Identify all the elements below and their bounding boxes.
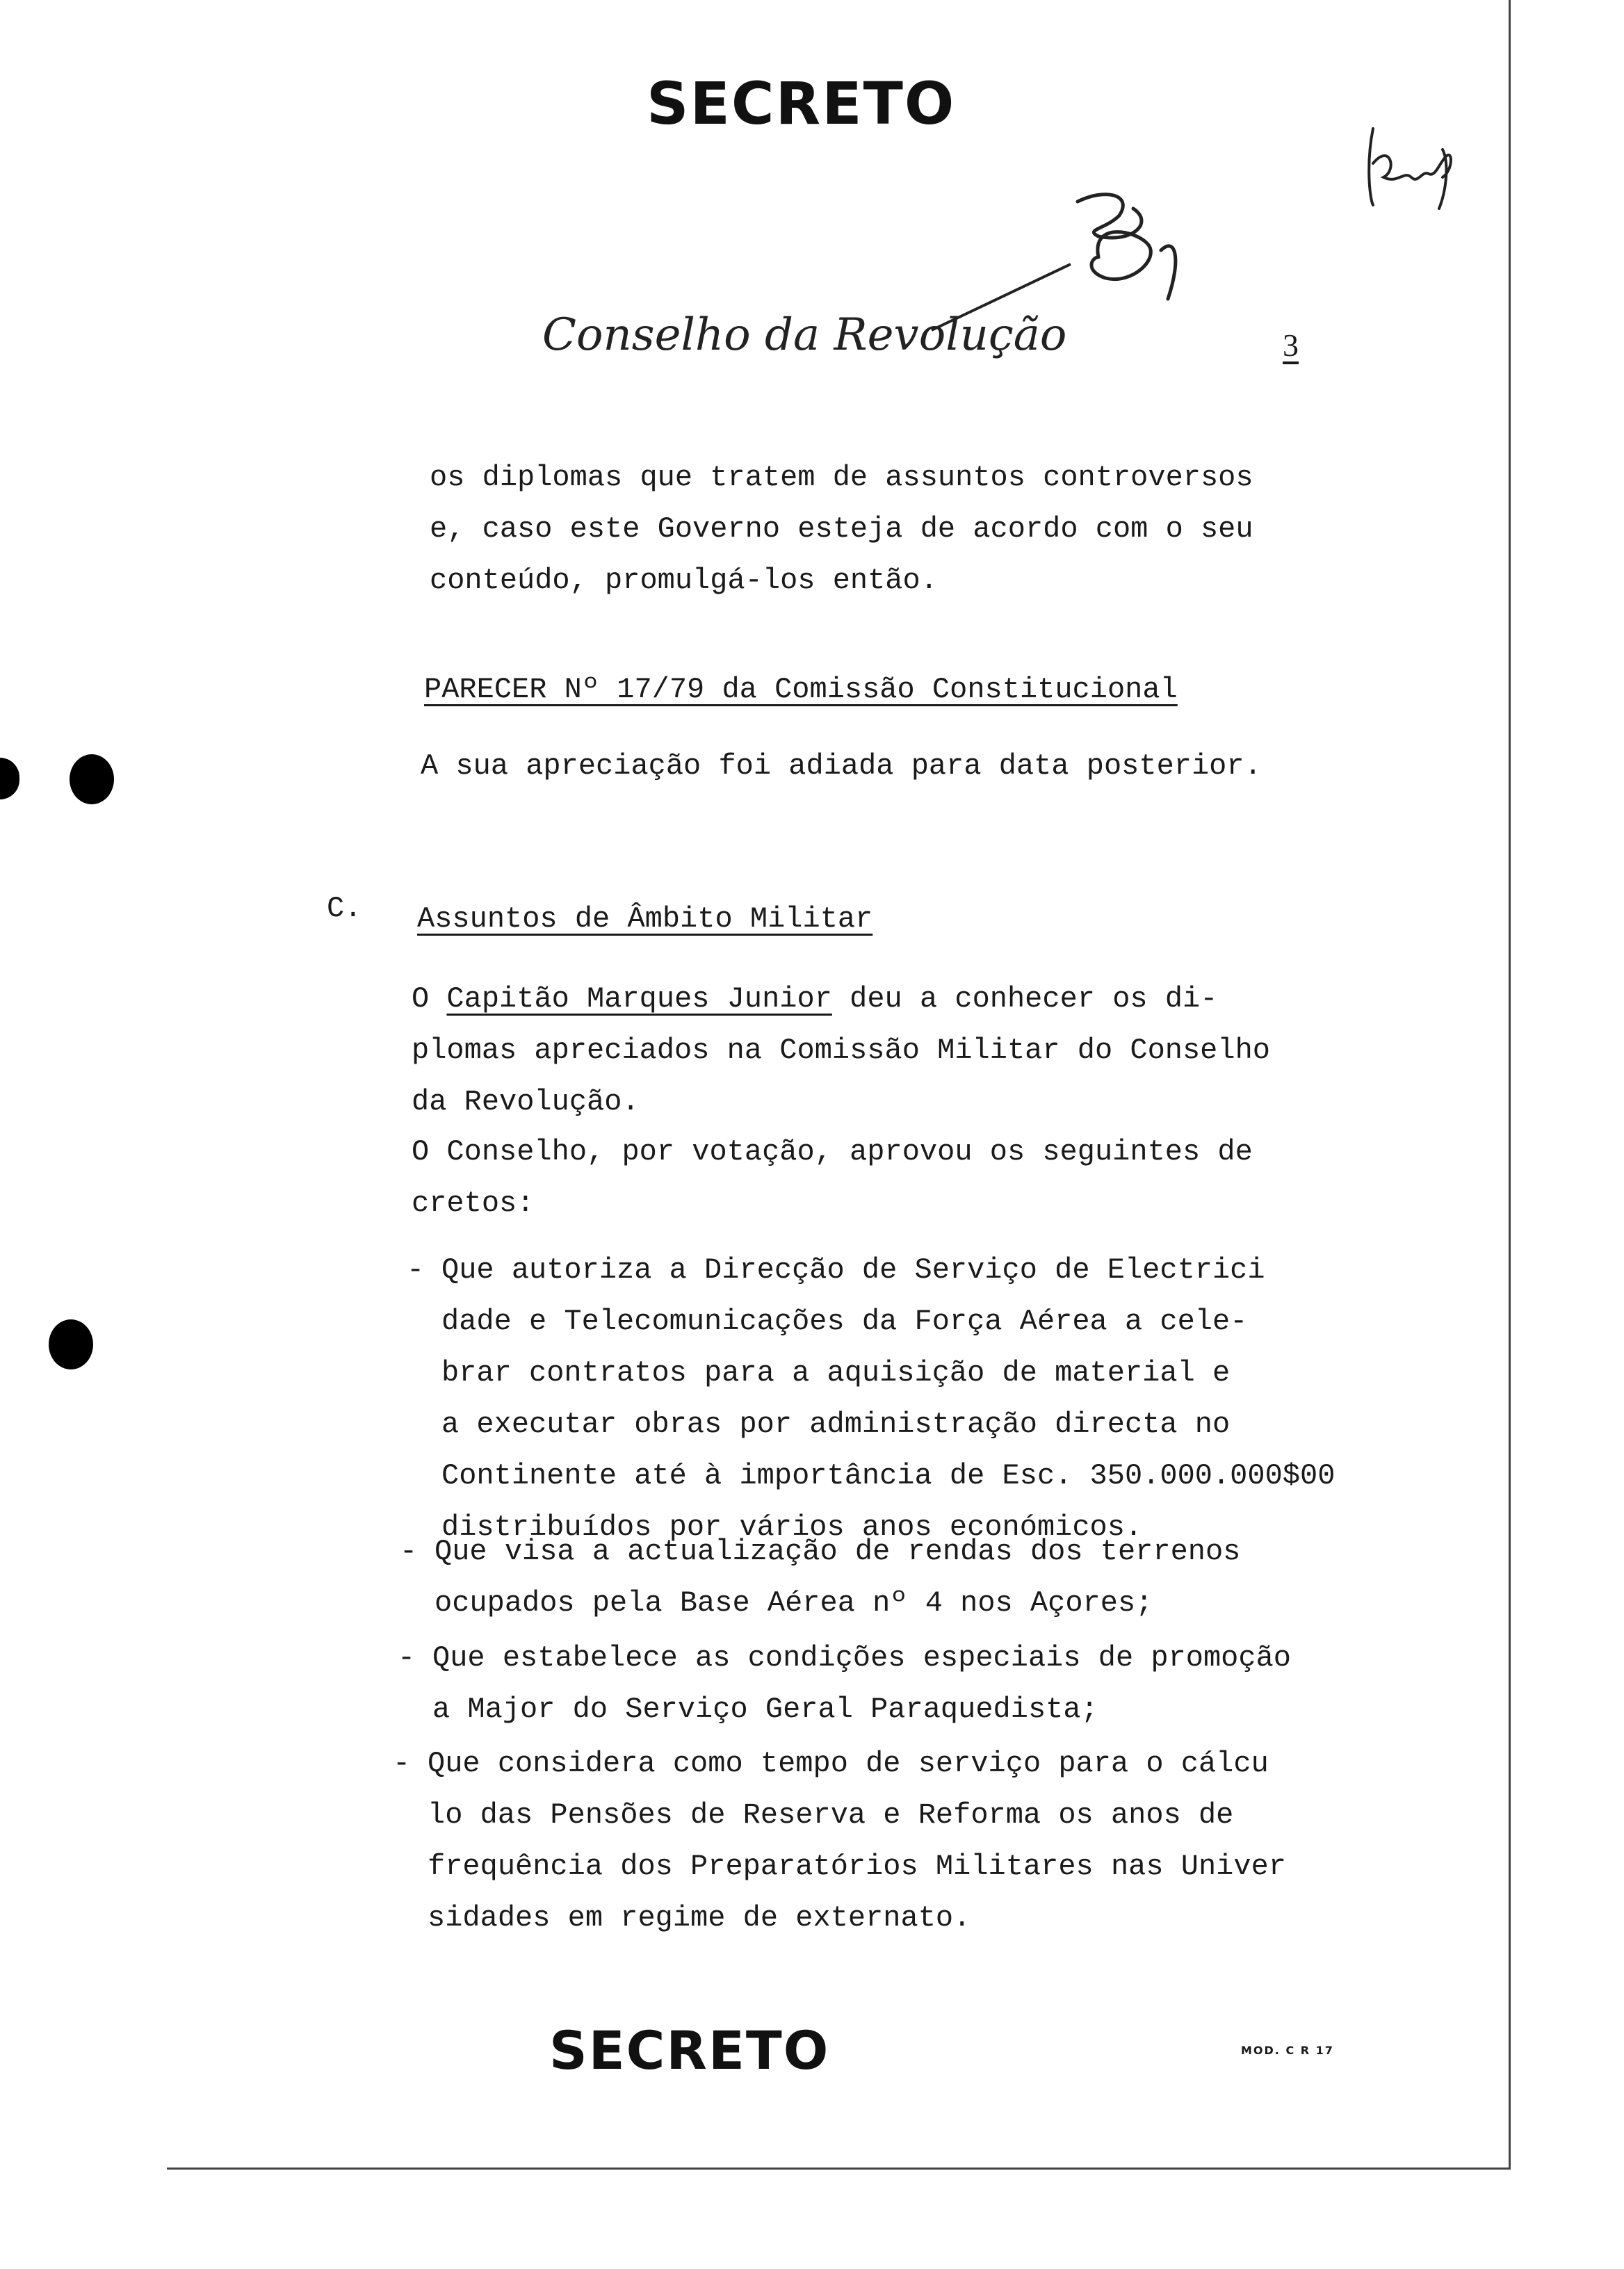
section-title: Assuntos de Âmbito Militar	[417, 902, 873, 936]
parecer-title: PARECER Nº 17/79 da Comissão Constitucional	[424, 673, 1178, 706]
dash-marker: -	[400, 1535, 418, 1568]
punch-hole-edge	[0, 758, 19, 799]
section-letter: C.	[327, 892, 362, 925]
text-line: a Major do Serviço Geral Paraquedista;	[432, 1693, 1098, 1726]
capitao-name: Capitão Marques Junior	[446, 982, 832, 1016]
text-line: os diplomas que tratem de assuntos controversos	[430, 461, 1253, 494]
paragraph-diplomas	[430, 452, 1438, 606]
bullet-item	[393, 1738, 1470, 1944]
dash-marker: -	[398, 1641, 416, 1675]
bullet-item	[400, 1526, 1477, 1629]
text-line: frequência dos Preparatórios Militares nas Univer	[428, 1850, 1287, 1883]
dash-marker: -	[393, 1747, 411, 1780]
form-code: MOD. C R 17	[1241, 2044, 1334, 2057]
text-line: a executar obras por administração directa no	[441, 1408, 1231, 1441]
text-line: Continente até à importância de Esc. 350.000.000$00	[441, 1459, 1335, 1493]
text-line: lo das Pensões de Reserva e Reforma os anos de	[428, 1798, 1234, 1832]
text-line: da Revolução.	[412, 1085, 640, 1119]
text-line: e, caso este Governo esteja de acordo com o seu	[430, 512, 1253, 546]
letterhead: Conselho da Revolução	[542, 309, 1067, 361]
text-line: O Conselho, por votação, aprovou os seguintes de	[412, 1135, 1253, 1169]
text-line: sidades em regime de externato.	[428, 1901, 971, 1935]
paragraph-conselho	[412, 1126, 1454, 1229]
punch-hole-icon	[70, 754, 114, 804]
punch-hole-icon	[49, 1319, 93, 1369]
stamp-top: SECRETO	[647, 70, 956, 138]
stamp-bottom: SECRETO	[549, 2019, 830, 2081]
text-line: brar contratos para a aquisição de material e	[441, 1356, 1231, 1390]
text-line: dade e Telecomunicações da Força Aérea a cele-	[441, 1305, 1248, 1338]
text-line: Que autoriza a Direcção de Serviço de Electrici	[441, 1253, 1265, 1287]
initials-mark-icon	[1363, 122, 1467, 212]
parecer-text: A sua apreciação foi adiada para data posterior.	[421, 749, 1262, 783]
page-number: 3	[1283, 327, 1299, 363]
text-line: plomas apreciados na Comissão Militar do Conselho	[412, 1034, 1271, 1067]
page-frame-bottom	[167, 2168, 1511, 2170]
bullet-item	[398, 1632, 1475, 1735]
page-frame-right	[1509, 0, 1511, 2169]
text-line: Que visa a actualização de rendas dos terrenos	[435, 1535, 1241, 1568]
text-line: conteúdo, promulgá-los então.	[430, 564, 938, 597]
text-line: ocupados pela Base Aérea nº 4 nos Açores;	[435, 1586, 1153, 1620]
text-line: O Capitão Marques Junior deu a conhecer os di-	[412, 982, 1218, 1016]
paragraph-capitao	[412, 973, 1454, 1128]
text-line: Que estabelece as condições especiais de promoção	[432, 1641, 1292, 1675]
text-line: cretos:	[412, 1187, 535, 1220]
text-line: Que considera como tempo de serviço para o cálcu	[428, 1747, 1269, 1780]
bullet-item	[407, 1244, 1484, 1553]
text-line: distribuídos por vários anos económicos.	[441, 1511, 1143, 1544]
dash-marker: -	[407, 1253, 425, 1287]
